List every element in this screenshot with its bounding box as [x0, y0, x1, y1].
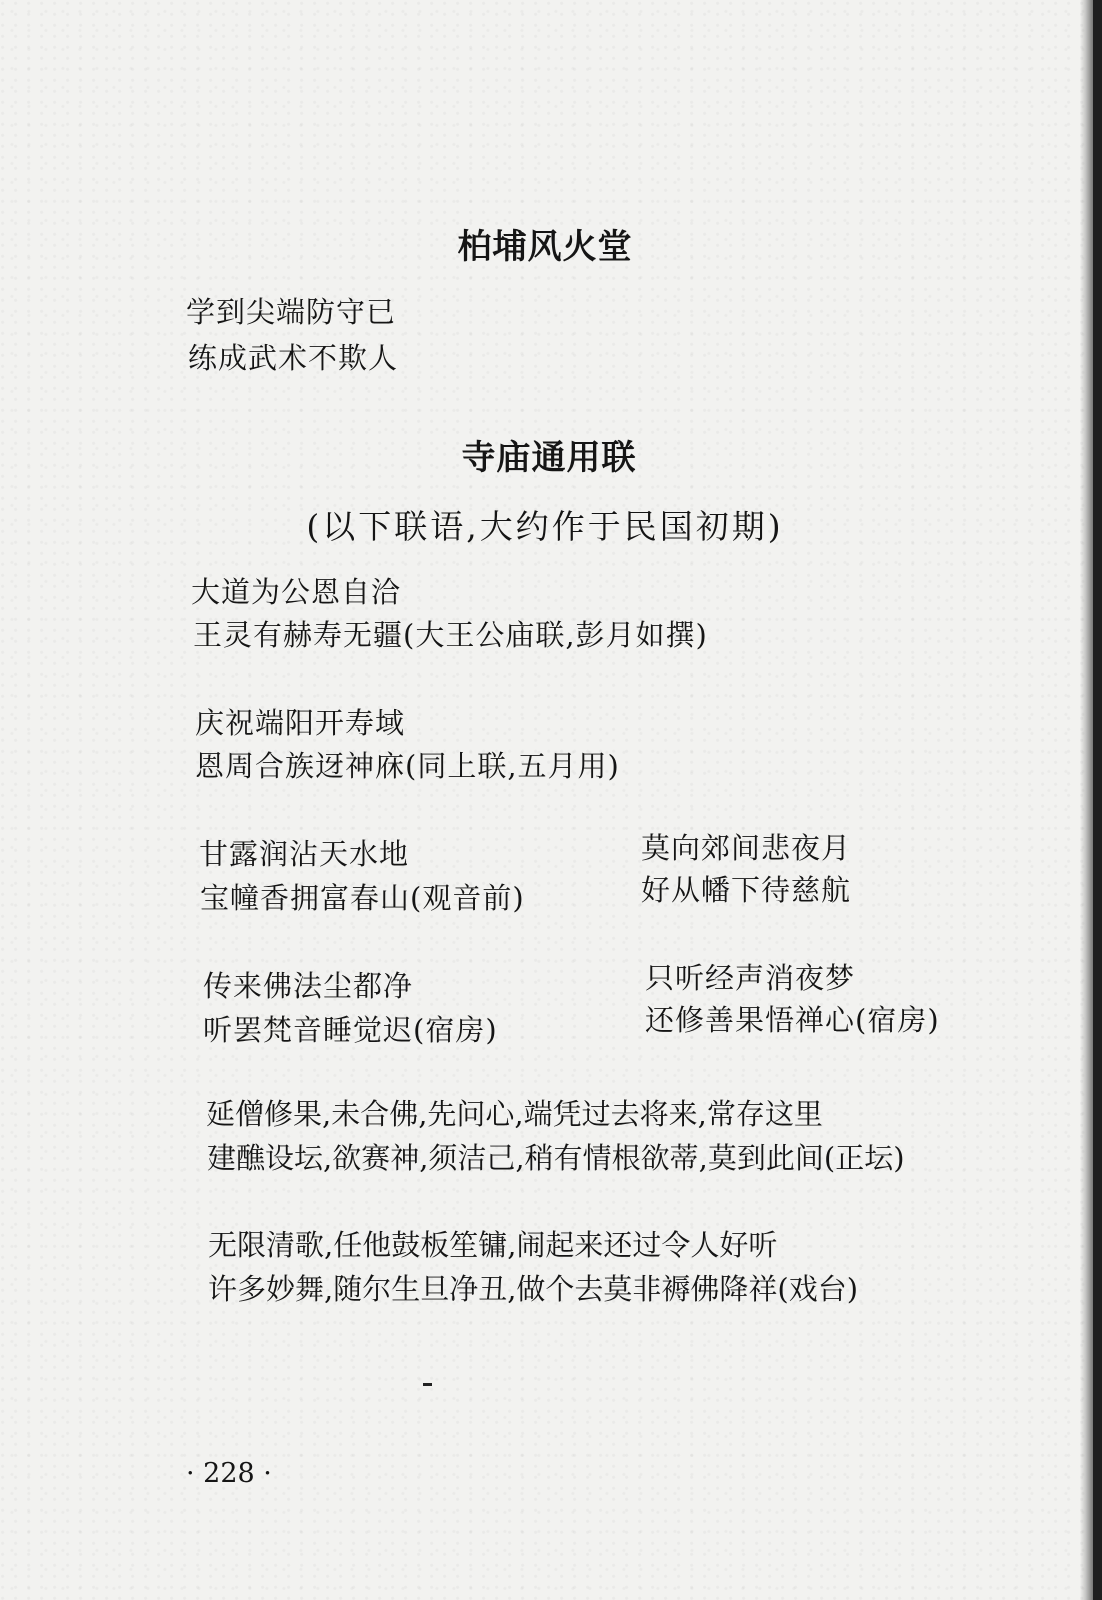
- section-title-temple-couplets: 寺庙通用联: [461, 438, 637, 478]
- couplet-line: 延僧修果,未合佛,先问心,端凭过去将来,常存这里: [206, 1097, 823, 1131]
- couplet-line: 练成武术不欺人: [188, 341, 399, 375]
- couplet-line: 好从幡下待慈航: [641, 873, 852, 907]
- scan-edge: [1093, 0, 1102, 1600]
- couplet-line: 还修善果悟禅心(宿房): [645, 1003, 940, 1037]
- section-title-fenghuotang: 柏埔风火堂: [457, 227, 633, 267]
- couplet-line: 建醮设坛,欲赛神,须洁己,稍有情根欲蒂,莫到此间(正坛): [207, 1141, 905, 1175]
- couplet-line: 莫向郊间悲夜月: [641, 831, 852, 865]
- couplet-line: 恩周合族迓神庥(同上联,五月用): [195, 749, 620, 783]
- couplet-line: 无限清歌,任他鼓板笙镛,闹起来还过令人好听: [208, 1228, 778, 1262]
- couplet-line: 庆祝端阳开寿域: [195, 706, 406, 740]
- couplet-line: 大道为公恩自洽: [191, 575, 402, 609]
- couplet-line: 甘露润沾天水地: [199, 837, 410, 871]
- couplet-line: 只听经声消夜梦: [645, 961, 856, 995]
- couplet-line: 宝幢香拥富春山(观音前): [200, 881, 525, 915]
- couplet-line: 学到尖端防守已: [186, 295, 397, 329]
- section-note: (以下联语,大约作于民国初期): [306, 507, 784, 546]
- couplet-line: 王灵有赫寿无疆(大王公庙联,彭月如撰): [193, 618, 708, 652]
- couplet-line: 许多妙舞,随尔生旦净丑,做个去莫非褥佛降祥(戏台): [208, 1272, 859, 1306]
- couplet-line: 听罢梵音睡觉迟(宿房): [203, 1013, 498, 1047]
- page-number: · 228 ·: [186, 1458, 272, 1489]
- couplet-line: 传来佛法尘都净: [203, 969, 414, 1003]
- ink-speck: [423, 1383, 432, 1386]
